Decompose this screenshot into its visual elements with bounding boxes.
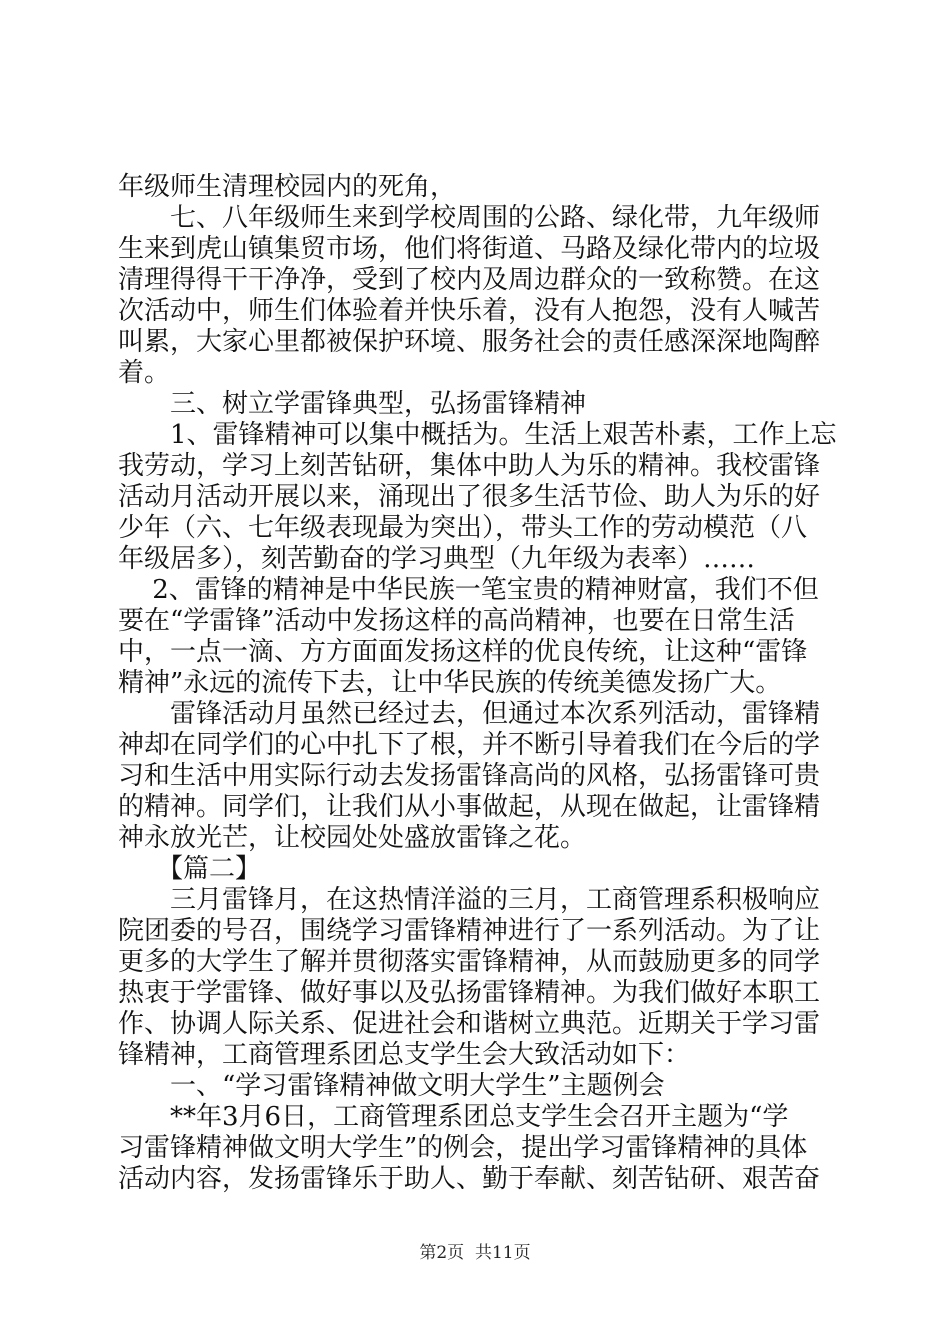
text-line: 年级师生清理校园内的死角， bbox=[118, 172, 457, 202]
text-line: 中，一点一滴、方方面面发扬这样的优良传统，让这种“雷锋 bbox=[118, 637, 808, 667]
text-line: 1、雷锋精神可以集中概括为。生活上艰苦朴素，工作上忘 bbox=[118, 420, 837, 450]
text-line: 的精神。同学们，让我们从小事做起，从现在做起，让雷锋精 bbox=[118, 792, 821, 822]
text-line: 生来到虎山镇集贸市场，他们将街道、马路及绿化带内的垃圾 bbox=[118, 234, 821, 264]
page-number-footer: 第2页 共11页 bbox=[419, 1243, 531, 1263]
text-line: 年级居多），刻苦勤奋的学习典型（九年级为表率）…… bbox=[118, 544, 756, 574]
text-line: 清理得得干干净净，受到了校内及周边群众的一致称赞。在这 bbox=[118, 265, 821, 295]
section-heading: 【篇二】 bbox=[118, 854, 262, 884]
text-line: 神却在同学们的心中扎下了根，并不断引导着我们在今后的学 bbox=[118, 730, 821, 760]
text-line: 习和生活中用实际行动去发扬雷锋高尚的风格，弘扬雷锋可贵 bbox=[118, 761, 821, 791]
section-heading: 三、树立学雷锋典型，弘扬雷锋精神 bbox=[118, 389, 587, 419]
section-heading: 一、“学习雷锋精神做文明大学生”主题例会 bbox=[118, 1071, 665, 1101]
text-line: 要在“学雷锋”活动中发扬这样的高尚精神，也要在日常生活 bbox=[118, 606, 795, 636]
text-line: 锋精神，工商管理系团总支学生会大致活动如下： bbox=[118, 1040, 691, 1070]
text-line: 更多的大学生了解并贯彻落实雷锋精神，从而鼓励更多的同学 bbox=[118, 947, 821, 977]
text-line: 活动内容，发扬雷锋乐于助人、勤于奉献、刻苦钻研、艰苦奋 bbox=[118, 1164, 821, 1194]
text-line: 我劳动，学习上刻苦钻研，集体中助人为乐的精神。我校雷锋 bbox=[118, 451, 821, 481]
text-line: 叫累，大家心里都被保护环境、服务社会的责任感深深地陶醉 bbox=[118, 327, 821, 357]
text-line: 精神”永远的流传下去，让中华民族的传统美德发扬广大。 bbox=[118, 668, 782, 698]
text-line: 院团委的号召，围绕学习雷锋精神进行了一系列活动。为了让 bbox=[118, 916, 821, 946]
text-line: 神永放光芒，让校园处处盛放雷锋之花。 bbox=[118, 823, 587, 853]
text-line: 三月雷锋月，在这热情洋溢的三月，工商管理系积极响应 bbox=[118, 885, 821, 915]
text-line: 热衷于学雷锋、做好事以及弘扬雷锋精神。为我们做好本职工 bbox=[118, 978, 821, 1008]
text-line: 活动月活动开展以来，涌现出了很多生活节俭、助人为乐的好 bbox=[118, 482, 821, 512]
text-line: 2、雷锋的精神是中华民族一笔宝贵的精神财富，我们不但 bbox=[118, 575, 819, 605]
text-line: 着。 bbox=[118, 358, 171, 388]
text-line: 雷锋活动月虽然已经过去，但通过本次系列活动，雷锋精 bbox=[118, 699, 821, 729]
text-line: 作、协调人际关系、促进社会和谐树立典范。近期关于学习雷 bbox=[118, 1009, 821, 1039]
document-body bbox=[118, 172, 838, 1195]
text-line: **年3月6日，工商管理系团总支学生会召开主题为“学 bbox=[118, 1102, 789, 1132]
text-line: 少年（六、七年级表现最为突出），带头工作的劳动模范（八 bbox=[118, 513, 808, 543]
text-line: 七、八年级师生来到学校周围的公路、绿化带，九年级师 bbox=[118, 203, 821, 233]
text-line: 次活动中，师生们体验着并快乐着，没有人抱怨，没有人喊苦 bbox=[118, 296, 821, 326]
text-line: 习雷锋精神做文明大学生”的例会，提出学习雷锋精神的具体 bbox=[118, 1133, 808, 1163]
